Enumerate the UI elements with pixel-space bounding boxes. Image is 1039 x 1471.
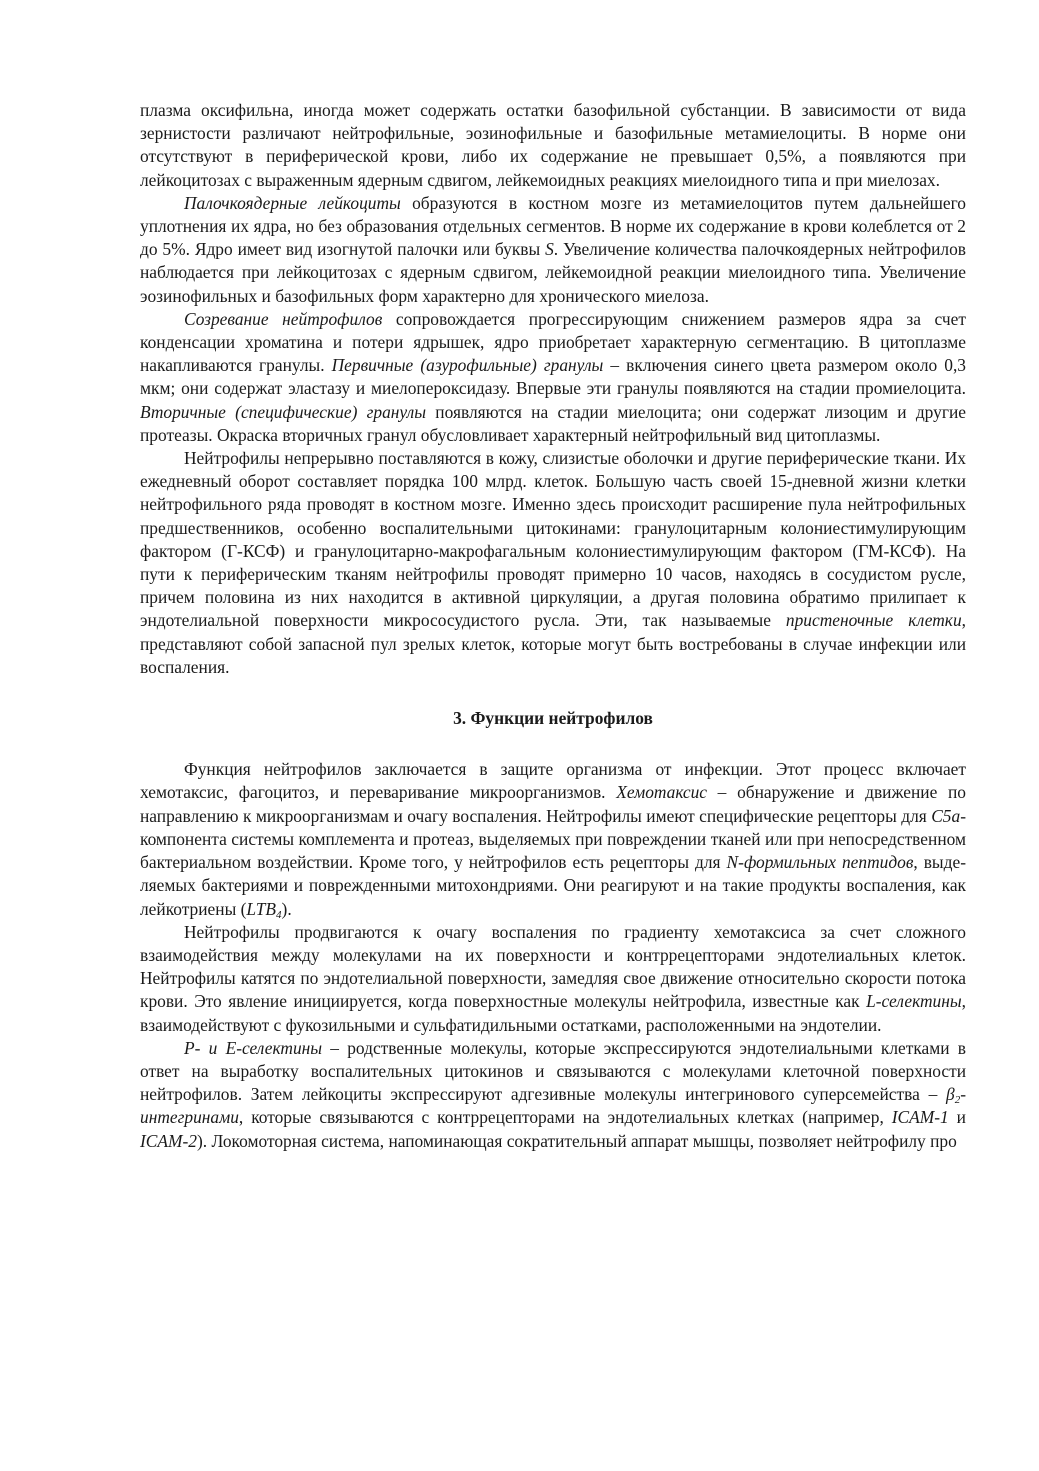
italic-term: пристеночные клетки xyxy=(785,610,962,631)
text-run: – родственные молекулы, которые экспрессируются эндотелиальными клетками в ответ на выработку воспалительных цитокинов и связываются с молекулами клеточной поверхности нейтрофилов. Затем лейкоциты экспрессируют адгезивные молекулы интегринового суперсемейства – xyxy=(140,1037,966,1105)
paragraph-7 xyxy=(140,1037,966,1153)
text-run: ). xyxy=(281,898,292,919)
section-heading: 3. Функции нейтрофилов xyxy=(453,708,653,729)
italic-term: Созревание нейтрофилов xyxy=(184,308,383,329)
text-run: ). Локомоторная система, напоминающая сократительный аппарат мышцы, позволяет нейтрофилу про xyxy=(197,1130,957,1151)
italic-term: Хемотаксис xyxy=(616,782,707,803)
text-run: Функция нейтрофилов заключается в защите организма от инфекции. Этот процесс включает хемотаксис, фагоцитоз, и переваривание микроорганизмов. xyxy=(140,759,966,803)
text-run: Нейтрофилы непрерывно поставляются в кожу, слизистые оболочки и другие периферические ткани. Их ежедневный оборот составляет порядка 100 млрд. клеток. Большую часть своей 15-дневной жизни клетки нейтрофильного ряда проводят в костном мозге. Именно здесь происходит расширение пула нейтрофильных предшественников, особенно воспалительными цитокинами: гранулоцитарным колониестимулирующим фактором (Г-КСФ) и гранулоцитарно-макрофагальным колониестимулирующим фактором (ГМ-КСФ). На пути к периферическим тканям нейтрофилы проводят примерно 10 часов, находясь в сосудистом русле, причем половина из них находится в активной циркуляции, а другая половина обратимо прилипает к эндотелиальной поверхности микрососудистого русла. Эти, так называемые xyxy=(140,448,966,631)
italic-term: -интегринами xyxy=(140,1084,966,1128)
subscript: 4 xyxy=(276,908,282,921)
text-run: сопровождается прогрессирующим снижением размеров ядра за счет конденсации хроматина и потери ядрышек, ядро приобретает характерную сегментацию. В цитоплазме накапливаются гранулы. xyxy=(140,308,966,376)
text-run: образуются в костном мозге из метамиелоцитов путем дальнейшего уплотнения их ядра, но без образования отдельных сегментов. В норме их содержание в крови колеблется от 2 до 5%. Ядро имеет вид изогнутой палочки или буквы xyxy=(140,192,966,260)
subscript: 2 xyxy=(954,1094,961,1107)
italic-term: L-селектины xyxy=(866,991,962,1012)
italic-term: C5a xyxy=(931,805,961,826)
text-run: , представляют собой запасной пул зрелых клеток, которые могут быть востребованы в случае инфекции или воспаления. xyxy=(140,610,966,677)
paragraph-5 xyxy=(140,758,966,920)
text-run: – обнаружение и движение по направлению к микроорганизмам и очагу воспаления. Нейтрофилы имеют специфические рецепторы для xyxy=(140,782,966,826)
italic-term: N-формильных пептидов xyxy=(726,852,914,873)
text-run: и xyxy=(948,1107,966,1128)
text-run: . Увеличение количества палочкоядерных нейтрофилов наблюдается при лейкоцитозах с ядерным сдвигом, лейкемоидной реакции миелоидного типа. Увеличение эозинофильных и базофильных форм характерно для хронического миелоза. xyxy=(140,239,966,306)
italic-term: S xyxy=(545,239,554,260)
text-run: Нейтрофилы продвигаются к очагу воспаления по градиенту хемотаксиса за счет сложного взаимодействия между молекулами на их поверхности и контррецепторами эндотелиальных клеток. Нейтрофилы катятся по эндотелиальной поверхности, замедляя свое движение относительно скорости потока крови. Это явление инициируется, когда поверхностные молекулы нейтрофила, известные как xyxy=(140,921,966,1012)
italic-term: LTB xyxy=(246,898,277,919)
text-body xyxy=(140,99,966,1153)
text-run: – включения синего цвета размером около 0,3 мкм; они содержат эластазу и миелопероксидазу. Впервые эти гранулы появляются на стадии промиелоцита. xyxy=(140,355,967,399)
italic-term: ICAM-1 xyxy=(891,1107,949,1128)
italic-term: P- и E-селектины xyxy=(184,1037,323,1058)
italic-term: Палочкоядерные лейкоциты xyxy=(184,192,401,213)
text-run: , которые связываются с контррецепторами на эндотелиальных клетках (например, xyxy=(238,1107,892,1128)
text-run: , взаимодействуют с фукозильными и сульфатидильными остатками, расположенными на эндотелии. xyxy=(140,991,966,1035)
paragraph-6 xyxy=(140,921,966,1037)
paragraph-4 xyxy=(140,447,966,679)
text-run: -компонента системы комплемента и протеаз, выделяемых при повреждении тканей или при непосредственном бактериальном воздействии. Кроме того, у нейтрофилов есть рецепторы для xyxy=(140,805,966,873)
paragraph-2 xyxy=(140,192,966,308)
paragraph-1 xyxy=(140,99,966,192)
italic-term: Вторичные (специфические) гранулы xyxy=(140,401,427,422)
text-run: , выделяемых бактериями и поврежденными митохондриями. Они реагируют и на такие продукты воспаления, как лейкотриены ( xyxy=(140,852,966,919)
italic-term: β xyxy=(946,1084,955,1105)
text-run: появляются на стадии миелоцита; они содержат лизоцим и другие протеазы. Окраска вторичных гранул обусловливает характерный нейтрофильный вид цитоплазмы. xyxy=(140,401,966,445)
paragraph-3 xyxy=(140,308,966,447)
text-run: плазма оксифильна, иногда может содержать остатки базофильной субстанции. В зависимости от вида зернистости различают нейтрофильные, эозинофильные и базофильные метамиелоциты. В норме они отсутствуют в периферической крови, либо их содержание не превышает 0,5%, а появляются при лейкоцитозах с выраженным ядерным сдвигом, лейкемоидных реакциях миелоидного типа и при миелозах. xyxy=(140,100,966,190)
italic-term: ICAM-2 xyxy=(140,1130,197,1151)
italic-term: Первичные (азурофильные) гранулы xyxy=(331,355,604,376)
